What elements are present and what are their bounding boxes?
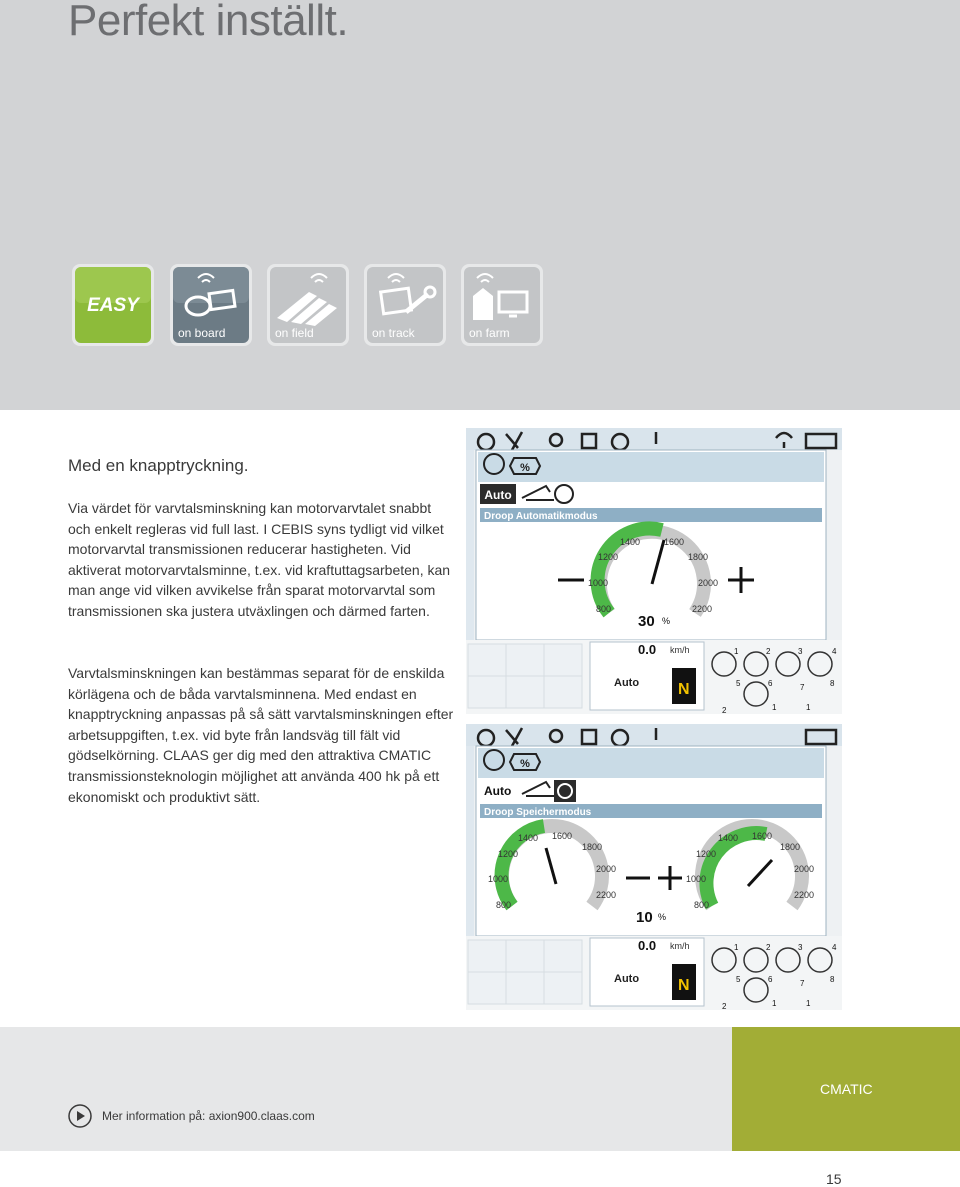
drive-mode-2: Auto — [614, 973, 640, 985]
r-tick-800: 800 — [694, 900, 710, 910]
tick-1400: 1400 — [620, 537, 641, 547]
mode-title: Droop Automatikmodus — [484, 511, 598, 522]
l-tick-2200: 2200 — [596, 890, 617, 900]
tick-2000: 2000 — [698, 578, 719, 588]
num-5: 5 — [736, 679, 741, 688]
paragraph-2 — [68, 663, 454, 807]
r-tick-1600: 1600 — [752, 831, 773, 841]
droop-unit: % — [662, 616, 671, 626]
footer-info-band — [0, 1027, 732, 1151]
num-6: 6 — [768, 679, 773, 688]
on-field-badge — [265, 262, 351, 348]
l-tick-1200: 1200 — [498, 849, 519, 859]
speed-value: 0.0 — [638, 642, 657, 657]
gear-indicator-2: N — [678, 977, 690, 994]
easy-label: EASY — [87, 295, 139, 316]
on-farm-label: on farm — [469, 326, 510, 340]
num2-6: 6 — [768, 975, 773, 984]
r-tick-2200: 2200 — [794, 890, 815, 900]
r-tick-1200: 1200 — [696, 849, 717, 859]
small-num-2: 2 — [722, 706, 727, 714]
small-num-1a: 1 — [772, 703, 777, 712]
speed-value-2: 0.0 — [638, 938, 657, 953]
num-4: 4 — [832, 647, 837, 656]
cebis-screen-automatic — [466, 428, 842, 714]
tick-1000: 1000 — [588, 578, 609, 588]
page-number: 15 — [826, 1171, 842, 1187]
grid-buttons-2[interactable] — [468, 940, 582, 1004]
droop-value: 30 — [638, 613, 655, 630]
grid-buttons[interactable] — [468, 644, 582, 708]
paragraph-1 — [68, 498, 454, 622]
cebis-screen-memory — [466, 724, 842, 1010]
percent-symbol-2: % — [520, 758, 530, 770]
section-subtitle: Med en knapptryckning. — [68, 456, 249, 475]
r-tick-1400: 1400 — [718, 833, 739, 843]
more-info-link[interactable]: Mer information på: axion900.claas.com — [102, 1109, 315, 1123]
category-label: CMATIC — [820, 1081, 873, 1097]
header-band — [0, 0, 960, 410]
num-1: 1 — [734, 647, 739, 656]
num-7: 7 — [800, 683, 805, 692]
drive-mode: Auto — [614, 677, 640, 689]
page-title: Perfekt inställt. — [68, 0, 349, 45]
num-8: 8 — [830, 679, 835, 688]
r-tick-2000: 2000 — [794, 864, 815, 874]
on-field-label: on field — [275, 326, 314, 340]
play-icon[interactable] — [68, 1104, 92, 1128]
paragraph-2-text: Varvtalsminskningen kan bestämmas separat för de enskilda körlägena och de båda varvtalsminnena. Med endast en knapptryckning anpassas på så sätt varvtalsminskningen efter arbetsuppgiften, t.ex. vid byte från landsväg till fält vid gödselkörning. CLAAS ger dig med den attraktiva CMATIC transmissionsteknologin möjlighet att använda 400 hk på ett ekonomiskt och produktivt sätt. — [68, 665, 454, 805]
num-2: 2 — [766, 647, 771, 656]
num2-7: 7 — [800, 979, 805, 988]
auto-button-label-2[interactable]: Auto — [484, 784, 512, 798]
on-farm-badge — [459, 262, 545, 348]
gear-indicator: N — [678, 681, 690, 698]
tick-1600: 1600 — [664, 537, 685, 547]
r-tick-1000: 1000 — [686, 874, 707, 884]
tick-800: 800 — [596, 604, 612, 614]
num2-2: 2 — [766, 943, 771, 952]
tick-1200: 1200 — [598, 552, 619, 562]
easy-badge — [70, 262, 156, 348]
num2-1: 1 — [734, 943, 739, 952]
l-tick-1600: 1600 — [552, 831, 573, 841]
l-tick-1800: 1800 — [582, 842, 603, 852]
tick-1800: 1800 — [688, 552, 709, 562]
paragraph-1-text: Via värdet för varvtalsminskning kan motorvarvtalet snabbt och enkelt regleras vid full last. I CEBIS syns tydligt vid vilket motorvarvtal transmissionen reducerar hastigheten. Vid aktiverat motorvarvtalsminne, t.ex. vid kraftuttagsarbeten, kan man ange vid vilken avvikelse från sparat motorvarvtal som transmissionen ska justera utväxlingen och därmed farten. — [68, 500, 451, 619]
mode-title-2: Droop Speichermodus — [484, 807, 592, 818]
num2-4: 4 — [832, 943, 837, 952]
num2-8: 8 — [830, 975, 835, 984]
auto-button-label: Auto — [484, 488, 512, 502]
l-tick-1000: 1000 — [488, 874, 509, 884]
droop-value-2: 10 — [636, 909, 653, 926]
on-track-badge — [362, 262, 448, 348]
small2-num-1a: 1 — [772, 999, 777, 1008]
l-tick-2000: 2000 — [596, 864, 617, 874]
speed-unit-2: km/h — [670, 941, 690, 951]
small-num-1b: 1 — [806, 703, 811, 712]
num2-3: 3 — [798, 943, 803, 952]
r-tick-1800: 1800 — [780, 842, 801, 852]
on-board-label: on board — [178, 326, 226, 340]
small2-num-2: 2 — [722, 1002, 727, 1010]
droop-unit-2: % — [658, 912, 667, 922]
l-tick-800: 800 — [496, 900, 512, 910]
tick-2200: 2200 — [692, 604, 713, 614]
num2-5: 5 — [736, 975, 741, 984]
speed-unit: km/h — [670, 645, 690, 655]
small2-num-1b: 1 — [806, 999, 811, 1008]
on-track-label: on track — [372, 326, 415, 340]
percent-symbol: % — [520, 462, 530, 474]
l-tick-1400: 1400 — [518, 833, 539, 843]
on-board-badge — [168, 262, 254, 348]
num-3: 3 — [798, 647, 803, 656]
